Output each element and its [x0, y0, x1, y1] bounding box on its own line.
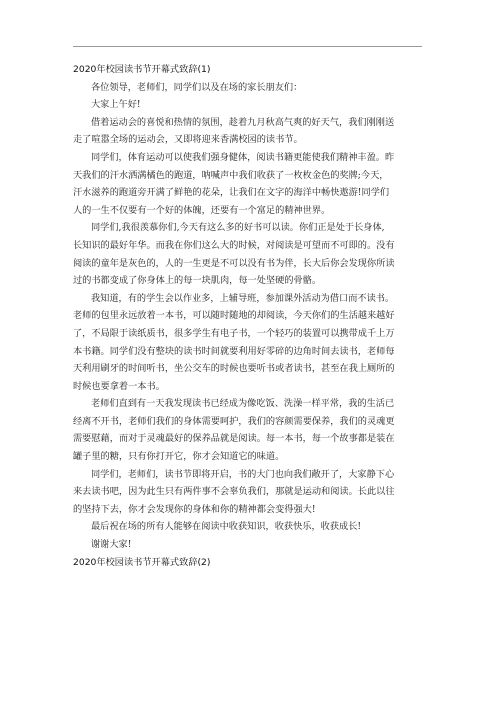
document-body	[73, 61, 423, 571]
paragraph-line: 天利用刷牙的时间听书，坐公交车的时候也要听书或者读书，甚至在我上厕所的	[73, 363, 395, 375]
paragraph-line: 我知道，有的学生会以作业多，上辅导班，参加课外活动为借口而不读书。	[91, 292, 395, 304]
paragraph-line: 汗水滋养的跑道旁开满了鲜艳的花朵，让我们在文字的海洋中畅快遨游!同学们	[73, 187, 390, 199]
paragraph-line: 的坚持下去，你才会发现你的身体和你的精神都会变得强大!	[73, 503, 316, 515]
paragraph-line: 老师的包里永远放着一本书，可以随时随地的却阅读，今天你们的生活越来越好	[73, 310, 395, 322]
paragraph-line: 借着运动会的喜悦和热情的氛围，趁着九月秋高气爽的好天气，我们刚刚送	[91, 116, 395, 128]
paragraph-line: 时候也要拿着一本书。	[73, 380, 165, 392]
paragraph-line: 罐子里的糖，只有你打开它，你才会知道它的味道。	[73, 451, 285, 463]
paragraph-line: 同学们，体育运动可以使我们强身健体，阅读书籍更能使我们精神丰盈。昨	[91, 151, 395, 163]
paragraph-line: 走了喧嚣全场的运动会，又即将迎来香满校园的读书节。	[73, 134, 303, 146]
closing-thanks: 谢谢大家!	[91, 539, 132, 551]
paragraph-line: 阅读的童年是灰色的，人的一生更是不可以没有书为伴，长大后你会发现你所读	[73, 257, 395, 269]
paragraph-line: 人的一生不仅要有一个好的体魄，还要有一个富足的精神世界。	[73, 204, 331, 216]
greeting: 大家上午好!	[91, 99, 141, 111]
paragraph-line: 同学们,我很羡慕你们,今天有这么多的好书可以读。你们正是处于长身体,	[91, 222, 385, 234]
paragraph-line: 过的书都变成了你身体上的每一块肌肉，每一处坚硬的骨骼。	[73, 275, 322, 287]
next-document-title: 2020年校园读书节开幕式致辞(2)	[73, 556, 211, 568]
paragraph-line: 需要慰藉，而对于灵魂最好的保养品就是阅读。每一本书，每一个故事都是装在	[73, 433, 395, 445]
paragraph-line: 天我们的汗水洒满橘色的跑道，呐喊声中我们收获了一枚枚金色的奖牌;今天，	[73, 169, 389, 181]
header-rule	[73, 46, 422, 47]
paragraph-line: 经离不开书，老师们我们的身体需要呵护，我们的容颜需要保养，我们的灵魂更	[73, 415, 395, 427]
salutation: 各位领导，老师们，同学们以及在场的家长朋友们：	[91, 81, 303, 93]
paragraph-line: 来去读书吧，因为此生只有两件事不会辜负我们，那就是运动和阅读。长此以往	[73, 486, 395, 498]
paragraph-line: 了，不局限于读纸质书，很多学生有电子书，一个轻巧的装置可以携带成千上万	[73, 327, 395, 339]
document-title: 2020年校园读书节开幕式致辞(1)	[73, 64, 211, 75]
paragraph-line: 同学们，老师们，读书节即将开启，书的大门也向我们敞开了，大家静下心	[91, 468, 395, 480]
closing-wish: 最后祝在场的所有人能够在阅读中收获知识，收获快乐，收获成长!	[91, 521, 362, 533]
paragraph-line: 老师们直到有一天我发现读书已经成为像吃饭、洗澡一样平常，我的生活已	[91, 398, 395, 410]
paragraph-line: 长知识的最好年华。而我在你们这么大的时候，对阅读是可望而不可即的。没有	[73, 239, 395, 251]
paragraph-line: 本书籍。同学们没有整块的读书时间就要利用好零碎的边角时间去读书，老师每	[73, 345, 395, 357]
